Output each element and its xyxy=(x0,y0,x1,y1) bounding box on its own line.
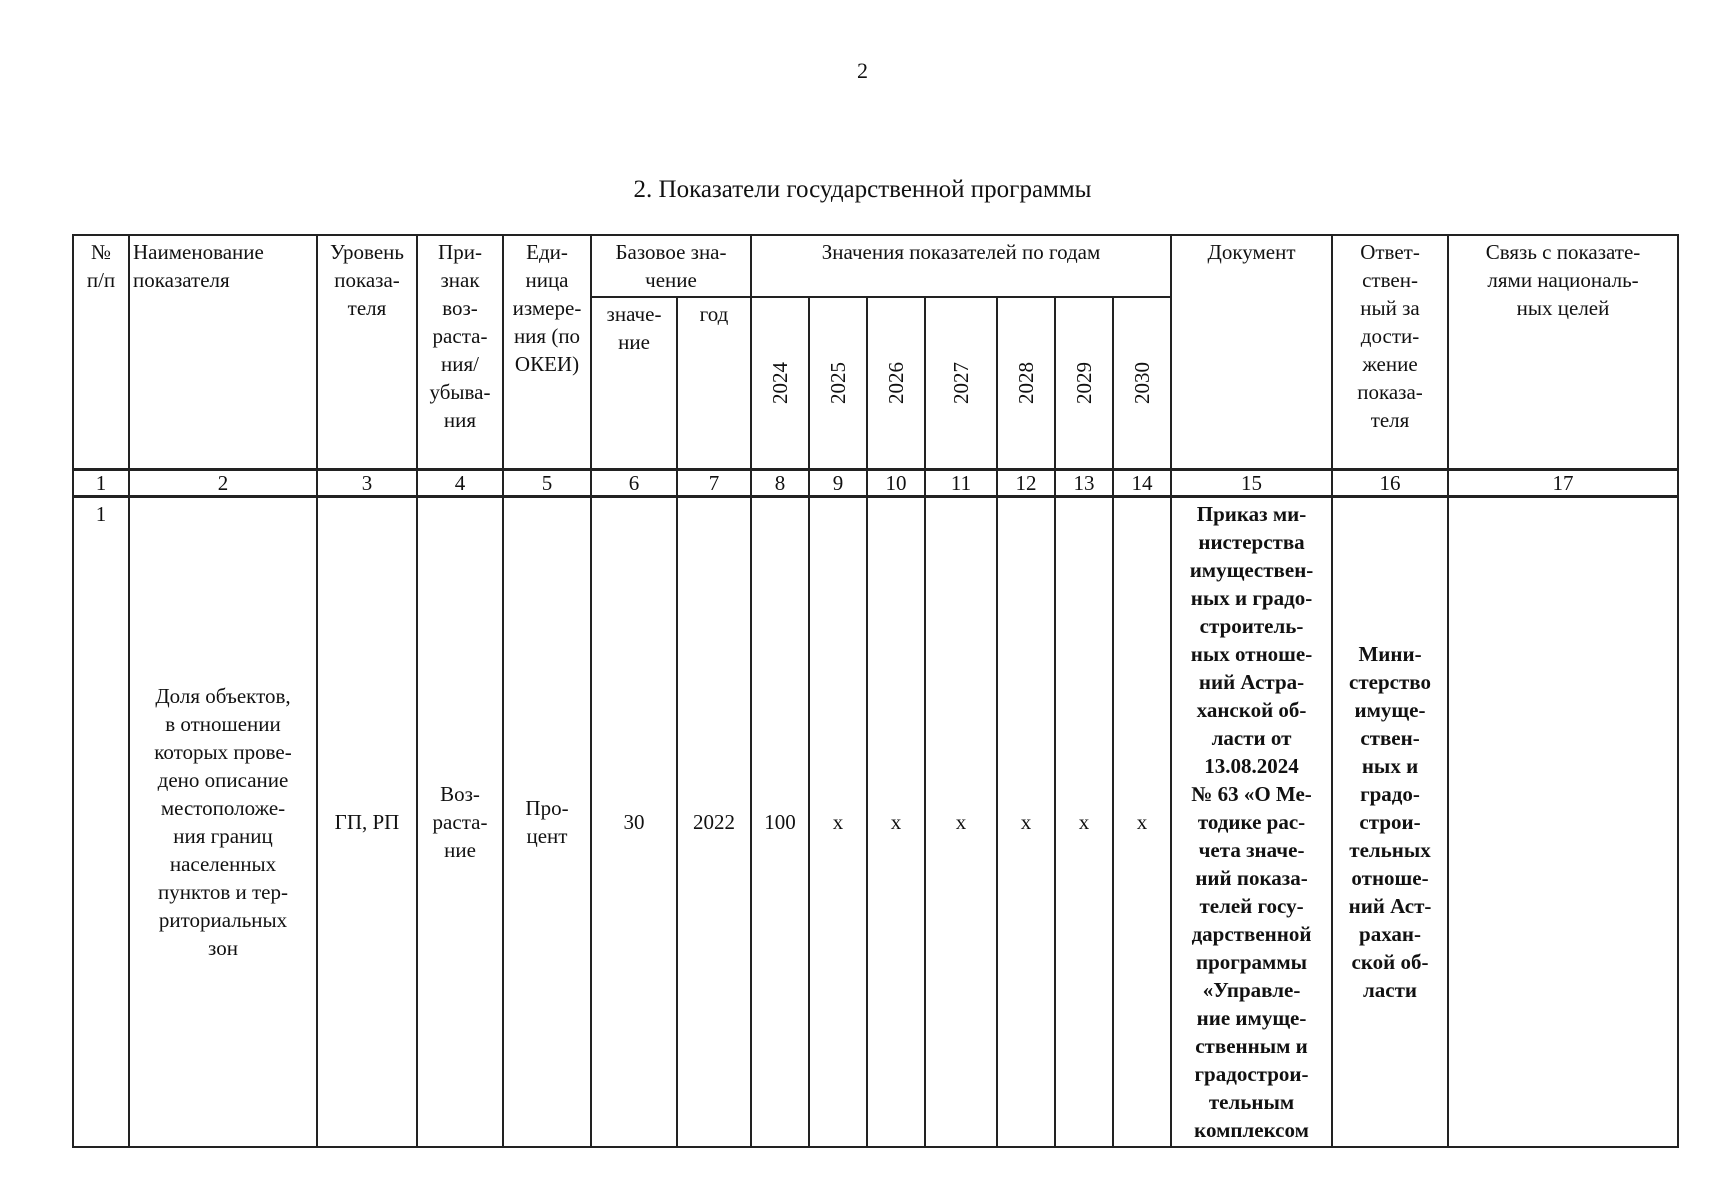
document-text: Приказ ми- нистерства имуществен- ных и градо- строитель- ных отноше- ний Астра- ханской об- ласти от 13.08.2024 № 63 «О Ме- тодике рас- чета значе- ний показа- телей госу- дарственной программы «Управле- ние имуще- ственным и градострои- тельным комплексом xyxy=(1171,497,1332,1148)
header-year xyxy=(809,297,867,470)
year-label: 2027 xyxy=(949,362,973,404)
year-value: х xyxy=(809,497,867,1148)
year-label: 2030 xyxy=(1130,362,1154,404)
column-number: 6 xyxy=(591,470,677,497)
header-year xyxy=(925,297,997,470)
year-label: 2026 xyxy=(884,362,908,404)
year-label: 2028 xyxy=(1014,362,1038,404)
section-title: 2. Показатели государственной программы xyxy=(633,176,1092,203)
year-value: х xyxy=(867,497,925,1148)
header-trend: При- знак воз- раста- ния/ убыва- ния xyxy=(417,235,503,470)
header-level: Уровень показа- теля xyxy=(317,235,417,470)
year-value: х xyxy=(997,497,1055,1148)
national-goals-link xyxy=(1448,497,1678,1148)
indicators-table xyxy=(72,234,1679,1148)
base-year: 2022 xyxy=(677,497,751,1148)
page-number: 2 xyxy=(857,58,868,83)
year-value: х xyxy=(1055,497,1113,1148)
column-number: 9 xyxy=(809,470,867,497)
header-num: № п/п xyxy=(73,235,129,470)
header-years-group: Значения показателей по годам xyxy=(751,235,1171,297)
table-row xyxy=(73,497,1678,1148)
indicator-unit: Про- цент xyxy=(503,497,591,1148)
header-row-1 xyxy=(73,235,1678,297)
header-base: Базовое зна- чение xyxy=(591,235,751,297)
header-year xyxy=(751,297,809,470)
indicator-level: ГП, РП xyxy=(317,497,417,1148)
column-number: 10 xyxy=(867,470,925,497)
header-year xyxy=(997,297,1055,470)
column-number: 7 xyxy=(677,470,751,497)
column-number: 11 xyxy=(925,470,997,497)
indicator-trend: Воз- раста- ние xyxy=(417,497,503,1148)
column-number: 5 xyxy=(503,470,591,497)
base-value: 30 xyxy=(591,497,677,1148)
header-document: Документ xyxy=(1171,235,1332,470)
column-number: 13 xyxy=(1055,470,1113,497)
header-base-year: год xyxy=(677,297,751,470)
column-number: 1 xyxy=(73,470,129,497)
year-label: 2029 xyxy=(1072,362,1096,404)
header-base-value: значе- ние xyxy=(591,297,677,470)
year-label: 2025 xyxy=(826,362,850,404)
year-label: 2024 xyxy=(768,362,792,404)
column-number-row xyxy=(73,470,1678,497)
header-link: Связь с показате- лями националь- ных целей xyxy=(1448,235,1678,470)
column-number: 15 xyxy=(1171,470,1332,497)
year-value: х xyxy=(925,497,997,1148)
column-number: 3 xyxy=(317,470,417,497)
responsible-text: Мини- стерство имуще- ствен- ных и градо- строи- тельных отноше- ний Аст- рахан- ской об- ласти xyxy=(1332,497,1448,1148)
header-responsible: Ответ- ствен- ный за дости- жение показа- теля xyxy=(1332,235,1448,470)
header-year xyxy=(1055,297,1113,470)
row-num: 1 xyxy=(73,497,129,1148)
column-number: 17 xyxy=(1448,470,1678,497)
year-value: х xyxy=(1113,497,1171,1148)
column-number: 12 xyxy=(997,470,1055,497)
column-number: 2 xyxy=(129,470,317,497)
column-number: 16 xyxy=(1332,470,1448,497)
column-number: 4 xyxy=(417,470,503,497)
header-name: Наименование показателя xyxy=(129,235,317,470)
indicator-name: Доля объектов, в отношении которых прове- дено описание местоположе- ния границ населенных пунктов и тер- риториальных зон xyxy=(129,497,317,1148)
column-number: 14 xyxy=(1113,470,1171,497)
header-year xyxy=(1113,297,1171,470)
header-unit: Еди- ница измере- ния (по ОКЕИ) xyxy=(503,235,591,470)
column-number: 8 xyxy=(751,470,809,497)
header-year xyxy=(867,297,925,470)
year-value: 100 xyxy=(751,497,809,1148)
